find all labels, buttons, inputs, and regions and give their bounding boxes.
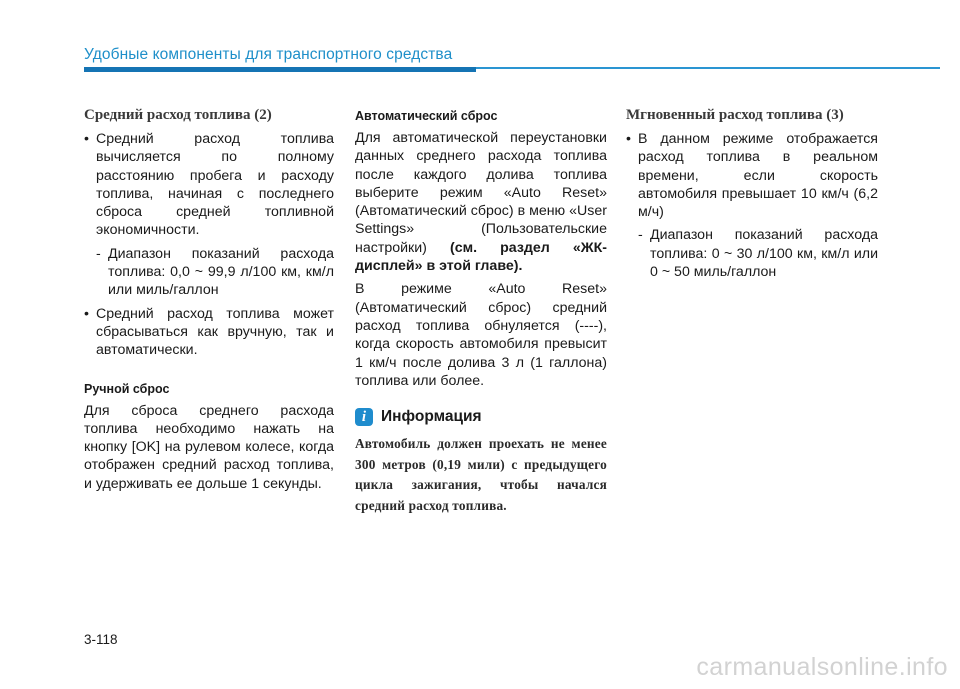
range-item: - Диапазон показаний расхода топлива: 0,0 ~ 99,9 л/100 км, км/л или миль/галлон <box>96 245 334 300</box>
info-header <box>355 408 607 426</box>
auto-reset-title: Автоматический сброс <box>355 109 498 123</box>
auto-reset-text-main: Для автоматической переустановки данных среднего расхода топлива после каждого долива топлива выберите режим «Auto Reset» (Автоматический сброс) в меню «User Settings» (Пользовательские настройки) <box>355 130 607 256</box>
section-header-title: Удобные компоненты для транспортного средства <box>84 46 453 63</box>
list-item <box>626 130 878 281</box>
auto-reset-text <box>355 129 607 275</box>
page-number: 3-118 <box>84 632 118 647</box>
average-fuel-title: Средний расход топлива (2) <box>84 107 272 123</box>
info-title: Информация <box>381 408 482 426</box>
auto-reset-reference: (см. раздел «ЖК-дисплей» в этой главе). <box>355 239 607 275</box>
range-item: - Диапазон показаний расхода топлива: 0 ~ 30 л/100 км, км/л или 0 ~ 50 миль/галлон <box>638 226 878 281</box>
range-sublist <box>96 245 334 300</box>
average-fuel-bullets <box>84 130 334 360</box>
auto-reset-text-2: В режиме «Auto Reset» (Автоматический сброс) средний расход топлива обнуляется (----), когда скорость автомобиля превысит 1 км/ч после долива 3 л (1 галлона) топлива или более. <box>355 281 607 389</box>
bullet-text: В данном режиме отображается расход топлива в реальном времени, если скорость автомобиля превышает 10 км/ч (6,2 м/ч) <box>638 131 878 221</box>
column-right <box>626 107 878 286</box>
instant-fuel-bullets <box>626 130 878 281</box>
watermark-text: carmanualsonline.info <box>696 653 948 681</box>
column-middle <box>355 107 607 516</box>
list-item <box>84 130 334 300</box>
header-rule-light <box>476 67 940 69</box>
column-left <box>84 107 334 493</box>
bullet-text: Средний расход топлива вычисляется по полному расстоянию пробега и расходу топлива, начиная с последнего сброса средней топливной экономичности. <box>96 131 334 239</box>
list-item: • Средний расход топлива может сбрасываться как вручную, так и автоматически. <box>84 305 334 360</box>
info-icon: i <box>355 408 373 426</box>
header-rule-dark <box>84 67 476 72</box>
instant-fuel-title: Мгновенный расход топлива (3) <box>626 107 844 123</box>
instant-range-sublist <box>638 226 878 281</box>
manual-reset-text: Для сброса среднего расхода топлива необходимо нажать на кнопку [OK] на рулевом колесе, когда отображен средний расход топлива, и удерживать ее дольше 1 секунды. <box>84 402 334 492</box>
info-text: Автомобиль должен проехать не менее 300 метров (0,19 мили) с предыдущего цикла зажигания, чтобы начался средний расход топлива. <box>355 436 607 513</box>
manual-reset-title: Ручной сброс <box>84 381 170 396</box>
